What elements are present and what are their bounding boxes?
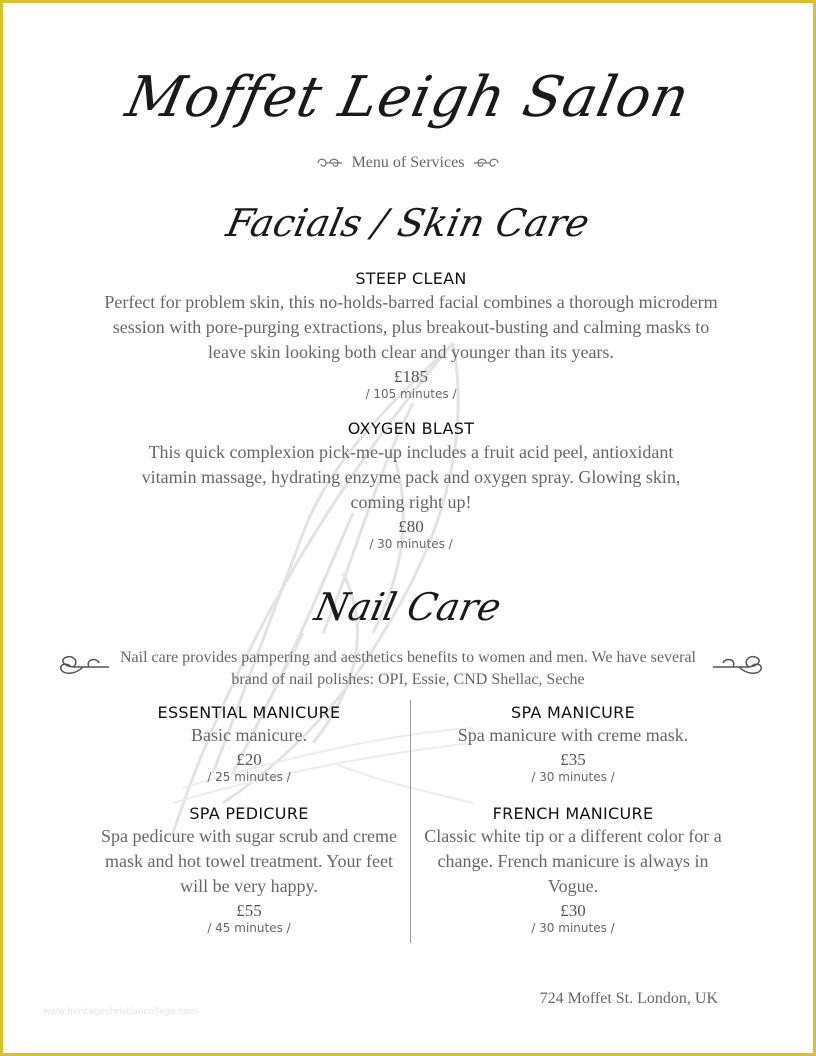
service-name: SPA PEDICURE: [189, 804, 309, 823]
service-description: Basic manicure.: [191, 725, 307, 745]
service-price: £20: [236, 750, 262, 769]
service-duration: / 30 minutes /: [531, 770, 615, 784]
service-name: FRENCH MANICURE: [492, 804, 654, 823]
service-name: SPA MANICURE: [511, 703, 635, 722]
service-duration: / 30 minutes /: [531, 921, 615, 935]
service-spa-manicure: [423, 703, 723, 784]
service-duration: / 25 minutes /: [207, 770, 291, 784]
nails-intro-text: Nail care provides pampering and aesthetics benefits to women and men. We have several brand of nail polishes: OPI, Essie, CND Shellac, Seche: [120, 649, 696, 688]
salon-address: 724 Moffet St. London, UK: [539, 990, 718, 1007]
service-essential-manicure: [99, 703, 399, 784]
subtitle-row: [3, 154, 813, 172]
facials-section-title: Facials / Skin Care: [222, 201, 594, 245]
service-oxygen-blast: [121, 419, 701, 551]
service-french-manicure: [423, 804, 723, 935]
service-name: STEEP CLEAN: [355, 269, 467, 288]
swirl-ornament-icon: [472, 156, 500, 170]
service-price: £80: [398, 517, 424, 536]
menu-subtitle: Menu of Services: [351, 154, 465, 171]
swirl-ornament-icon: [711, 653, 767, 681]
service-description: Classic white tip or a different color for a change. French manicure is always in Vogue.: [424, 826, 722, 896]
salon-title: Moffet Leigh Salon: [120, 65, 696, 130]
service-duration: / 30 minutes /: [369, 537, 453, 551]
nails-section-title: Nail Care: [310, 585, 506, 629]
swirl-ornament-icon: [316, 156, 344, 170]
service-name: OXYGEN BLAST: [347, 419, 475, 438]
service-description: Spa pedicure with sugar scrub and creme mask and hot towel treatment. Your feet will be very happy.: [101, 826, 397, 896]
service-price: £30: [560, 901, 586, 920]
service-price: £55: [236, 901, 262, 920]
service-description: Spa manicure with creme mask.: [457, 725, 689, 745]
service-description: Perfect for problem skin, this no-holds-barred facial combines a thorough microderm session with pore-purging extractions, plus breakout-busting and calming masks to leave skin looking both clear and younger than its years.: [104, 292, 718, 362]
service-duration: / 45 minutes /: [207, 921, 291, 935]
service-spa-pedicure: [99, 804, 399, 935]
service-price: £185: [394, 367, 428, 386]
column-divider: [410, 700, 411, 943]
service-steep-clean: [103, 269, 719, 401]
service-description: This quick complexion pick-me-up includes a fruit acid peel, antioxidant vitamin massage, hydrating enzyme pack and oxygen spray. Glowing skin, coming right up!: [141, 442, 681, 512]
service-duration: / 105 minutes /: [365, 387, 457, 401]
service-price: £35: [560, 750, 586, 769]
service-name: ESSENTIAL MANICURE: [157, 703, 341, 722]
site-watermark: www.heritagechristiancollege.com: [43, 1007, 198, 1017]
